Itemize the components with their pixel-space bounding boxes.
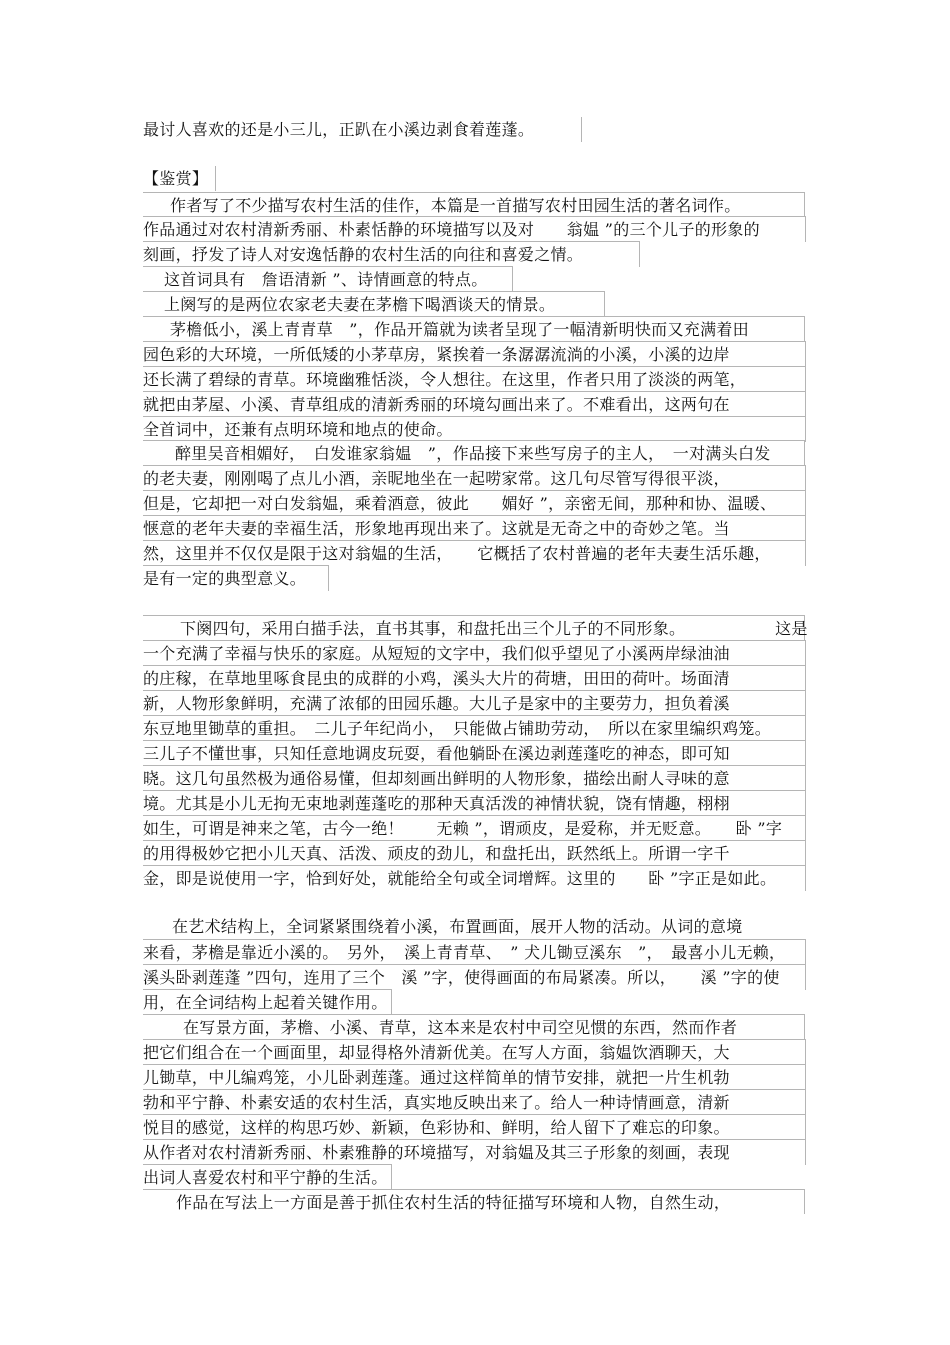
text-line: 在写景方面，茅檐、小溪、青草，这本来是农村中司空见惯的东西，然而作者 [143,1014,805,1039]
text-line: 但是，它却把一对白发翁媪，乘着酒意，彼此 媚好 ”，亲密无间，那种和协、温暖、 [143,490,806,516]
text-line: 悦目的感觉，这样的构思巧妙、新颖，色彩协和、鲜明，给人留下了难忘的印象。 [143,1114,806,1140]
text-line: 一个充满了幸福与快乐的家庭。从短短的文字中，我们似乎望见了小溪两岸绿油油 [143,640,806,666]
text-line: 下阕四句，采用白描手法，直书其事，和盘托出三个儿子的不同形象。 这是 [143,615,805,640]
text-line: 来看，茅檐是靠近小溪的。 另外， 溪上青青草、 ” 犬儿锄豆溪东 ”， 最喜小儿无赖， [143,939,806,965]
text-line: 全首词中，还兼有点明环境和地点的使命。 [143,416,806,442]
text-line: 晓。这几句虽然极为通俗易懂，但却刻画出鲜明的人物形象，描绘出耐人寻味的意 [143,765,806,791]
text-line: 作者写了不少描写农村生活的佳作，本篇是一首描写农村田园生活的著名词作。 [143,192,805,217]
text-line: 就把由茅屋、小溪、青草组成的清新秀丽的环境勾画出来了。不难看出，这两句在 [143,391,806,417]
text-line: 的用得极妙它把小儿天真、活泼、顽皮的劲儿，和盘托出，跃然纸上。所谓一字千 [143,840,806,866]
text-line: 出词人喜爱农村和平宁静的生活。 [143,1164,392,1190]
text-line: 在艺术结构上，全词紧紧围绕着小溪，布置画面，展开人物的活动。从词的意境 [172,917,743,936]
text-line: 用，在全词结构上起着关键作用。 [143,989,392,1015]
text-line: 还长满了碧绿的青草。环境幽雅恬淡，令人想往。在这里，作者只用了淡淡的两笔， [143,366,806,392]
text-line: 如生，可谓是神来之笔，古今一绝！ 无赖 ”，谓顽皮，是爱称，并无贬意。 卧 ”字 [143,815,806,841]
text-line: 作品通过对农村清新秀丽、朴素恬静的环境描写以及对 翁媪 ”的三个儿子的形象的 [143,216,806,242]
text-line: 勃和平宁静、朴素安适的农村生活，真实地反映出来了。给人一种诗情画意，清新 [143,1089,806,1115]
text-line: 三儿子不懂世事，只知任意地调皮玩耍，看他躺卧在溪边剥莲蓬吃的神态，即可知 [143,740,806,766]
text-line: 醉里吴音相媚好， 白发谁家翁媪 ”，作品接下来些写房子的主人， 一对满头白发 [143,440,805,465]
text-line: 的老夫妻，刚刚喝了点儿小酒，亲昵地坐在一起唠家常。这几句尽管写得很平淡， [143,465,806,491]
text-line: 把它们组合在一个画面里，却显得格外清新优美。在写人方面，翁媪饮酒聊天，大 [143,1039,806,1065]
text-line: 然，这里并不仅仅是限于这对翁媪的生活， 它概括了农村普遍的老年夫妻生活乐趣， [143,540,806,566]
text-line: 的庄稼，在草地里啄食昆虫的成群的小鸡，溪头大片的荷塘，田田的荷叶。场面清 [143,665,806,691]
section-heading: 【鉴赏】 [143,166,216,191]
text-line: 溪头卧剥莲蓬 ”四句，连用了三个 溪 ”字，使得画面的布局紧凑。所以， 溪 ”字的使 [143,964,806,990]
text-line: 是有一定的典型意义。 [143,565,329,591]
text-line: 金，即是说使用一字，恰到好处，就能给全句或全词增辉。这里的 卧 ”字正是如此。 [143,865,806,891]
text-line: 作品在写法上一方面是善于抓住农村生活的特征描写环境和人物，自然生动， [143,1189,805,1214]
text-line: 惬意的老年夫妻的幸福生活，形象地再现出来了。这就是无奇之中的奇妙之笔。当 [143,515,806,541]
text-line: 从作者对农村清新秀丽、朴素雅静的环境描写，对翁媪及其三子形象的刻画，表现 [143,1139,806,1165]
text-line: 上阕写的是两位农家老夫妻在茅檐下喝酒谈天的情景。 [143,291,605,316]
text-line: 刻画，抒发了诗人对安逸恬静的农村生活的向往和喜爱之情。 [143,241,640,267]
text-line: 境。尤其是小儿无拘无束地剥莲蓬吃的那种天真活泼的神情状貌，饶有情趣，栩栩 [143,790,806,816]
text-line: 最讨人喜欢的还是小三儿，正趴在小溪边剥食着莲蓬。 [143,117,582,142]
text-line: 儿锄草，中儿编鸡笼，小儿卧剥莲蓬。通过这样简单的情节安排，就把一片生机勃 [143,1064,806,1090]
text-line: 园色彩的大环境，一所低矮的小茅草房，紧挨着一条潺潺流淌的小溪，小溪的边岸 [143,341,806,367]
text-line: 茅檐低小，溪上青青草 ”，作品开篇就为读者呈现了一幅清新明快而又充满着田 [143,316,805,341]
text-line: 东豆地里锄草的重担。 二儿子年纪尚小， 只能做占铺助劳动， 所以在家里编织鸡笼。 [143,715,806,741]
text-line: 这首词具有 詹语清新 ”、诗情画意的特点。 [143,266,513,291]
text-line: 新，人物形象鲜明，充满了浓郁的田园乐趣。大儿子是家中的主要劳力，担负着溪 [143,690,806,716]
